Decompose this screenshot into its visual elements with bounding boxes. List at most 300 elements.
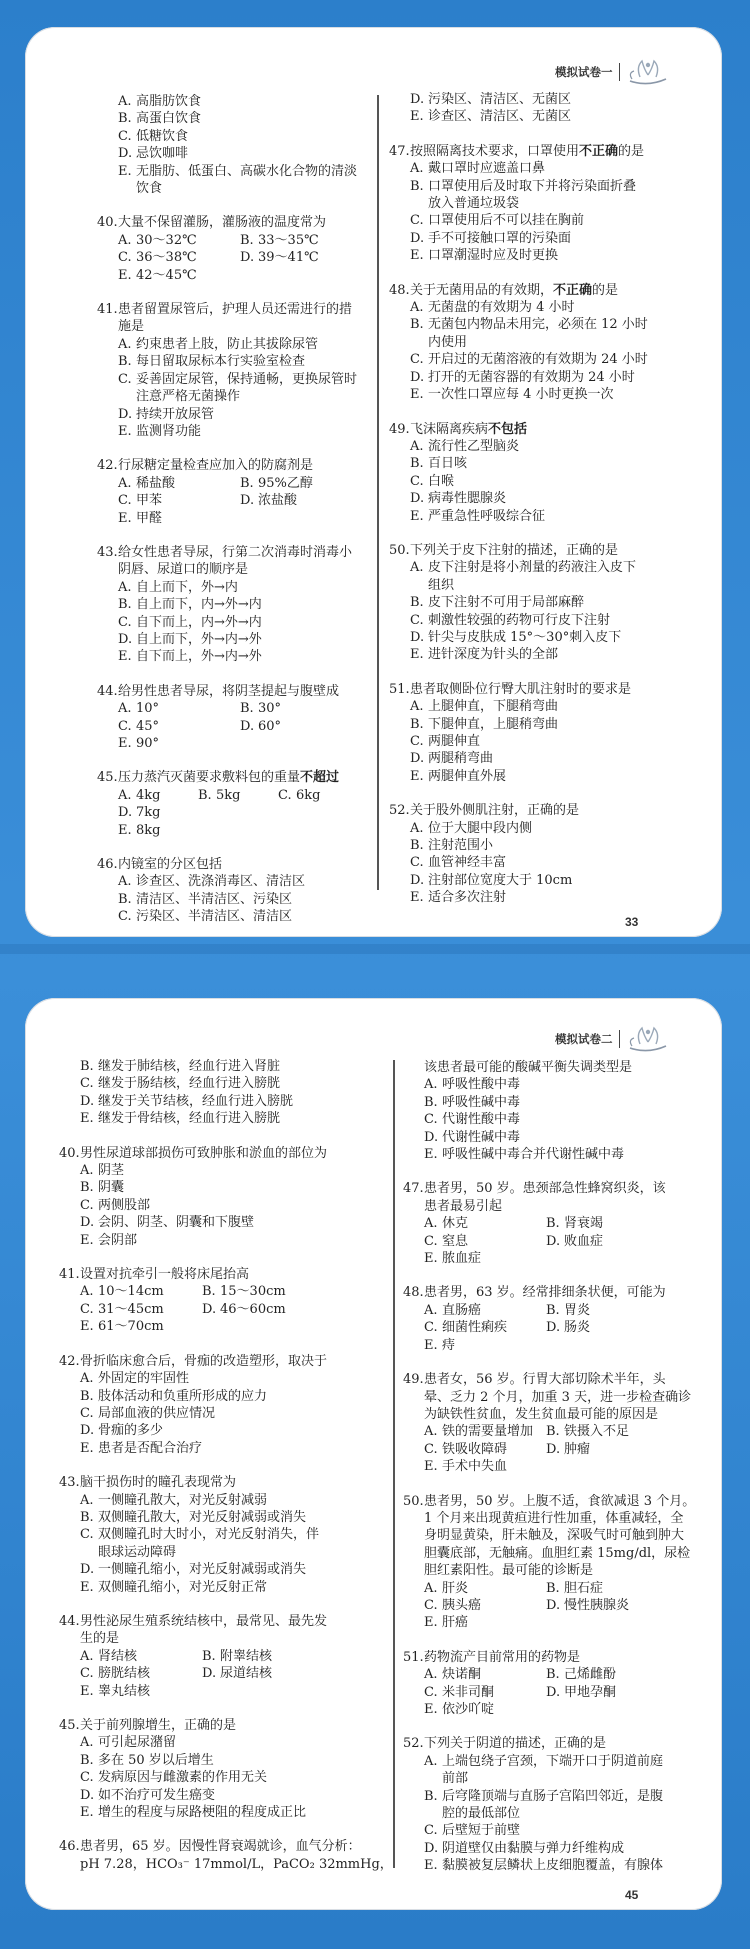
option-letter: E.	[118, 822, 132, 838]
option-text: 一次性口罩应每 4 小时更换一次	[428, 387, 614, 403]
answer-option	[80, 1752, 393, 1769]
option-letter: E.	[80, 1232, 94, 1248]
option-text: 46～60cm	[220, 1301, 286, 1317]
option-text: 自上而下，外→内	[136, 579, 238, 595]
option-text: 无菌盘的有效期为 4 小时	[428, 300, 575, 316]
option-letter: C.	[424, 1112, 438, 1128]
option-text: 阴茎	[98, 1163, 125, 1179]
option-text: 患者是否配合治疗	[98, 1440, 203, 1456]
option-letter: E.	[118, 510, 132, 526]
option-text: 口罩使用后不可以挂在胸前	[428, 213, 585, 229]
answer-option	[278, 787, 358, 804]
answer-option	[118, 163, 362, 198]
option-text: 外固定的牢固性	[98, 1371, 190, 1387]
option-text: 阴道壁仅由黏膜与弹力纤维构成	[442, 1840, 625, 1856]
option-text: 高脂肪饮食	[136, 94, 202, 109]
question-block	[59, 1838, 393, 1873]
option-letter: A.	[424, 1580, 438, 1596]
option-letter: D.	[546, 1597, 561, 1613]
answer-option	[118, 406, 362, 423]
option-letter: E.	[118, 267, 132, 283]
options-list	[59, 1370, 393, 1457]
option-text: 一侧瞳孔缩小，对光反射减弱或消失	[98, 1562, 307, 1578]
stem-text: 的是	[618, 143, 645, 159]
answer-option	[424, 1215, 546, 1232]
answer-option	[546, 1441, 668, 1458]
option-text: 10～14cm	[98, 1284, 164, 1300]
question-stem	[389, 282, 648, 299]
option-text: 下腿伸直，上腿稍弯曲	[428, 716, 559, 732]
options-list	[59, 1648, 393, 1700]
answer-option	[424, 1753, 695, 1788]
option-text: 两腿伸直	[428, 734, 481, 749]
question-number: 45.	[59, 1718, 80, 1733]
question-block	[389, 282, 648, 404]
answer-option	[424, 1146, 695, 1163]
question-stem	[59, 1717, 393, 1734]
option-text: 百日咳	[428, 456, 468, 472]
option-letter: C.	[424, 1823, 438, 1839]
stem-text: 内镜室的分区包括	[118, 857, 223, 873]
option-text: 上端包绕子宫颈，下端开口于阴道前庭 前部	[442, 1753, 664, 1787]
option-letter: A.	[80, 1648, 94, 1664]
option-letter: A.	[410, 161, 424, 177]
stem-emphasis: 不正确	[579, 143, 619, 159]
question-block	[59, 1145, 393, 1249]
option-letter: D.	[118, 406, 133, 422]
option-letter: B.	[546, 1302, 560, 1318]
question-block	[403, 1371, 695, 1475]
option-text: 黏膜被复层鳞状上皮细胞覆盖，有腺体	[442, 1858, 664, 1874]
option-text: 呼吸性酸中毒	[442, 1077, 521, 1093]
answer-option	[118, 700, 240, 717]
option-text: 污染区、清洁区、无菌区	[428, 92, 572, 107]
option-text: 监测肾功能	[136, 423, 202, 439]
option-text: 会阴、阴茎、阴囊和下腹壁	[98, 1215, 255, 1231]
question-block	[403, 1284, 695, 1354]
options-list	[389, 160, 648, 264]
answer-option	[240, 492, 362, 509]
options-list	[403, 1076, 695, 1163]
answer-option	[118, 492, 240, 509]
option-letter: E.	[410, 768, 424, 784]
answer-option	[410, 160, 648, 177]
options-list	[389, 91, 648, 126]
option-text: 戴口罩时应遮盖口鼻	[428, 161, 546, 177]
option-letter: D.	[410, 491, 425, 507]
question-stem	[97, 769, 362, 786]
answer-option	[424, 1840, 695, 1857]
question-number: 50.	[403, 1493, 424, 1509]
option-text: 败血症	[564, 1233, 604, 1249]
stem-text: 男性尿道球部损伤可致肿胀和淤血的部位为	[80, 1145, 328, 1161]
answer-option	[424, 1788, 695, 1823]
option-letter: C.	[410, 734, 424, 749]
options-list	[403, 1753, 695, 1875]
question-number: 41.	[97, 302, 118, 318]
option-text: 33～35℃	[258, 232, 319, 248]
stem-text: 给男性患者导尿，将阴茎提起与腹壁成	[118, 683, 340, 699]
header-divider	[619, 63, 621, 81]
option-text: 肾衰竭	[564, 1216, 604, 1232]
answer-option	[118, 735, 362, 752]
option-text: 可引起尿潴留	[98, 1735, 177, 1751]
answer-option	[80, 1787, 393, 1804]
option-letter: D.	[546, 1320, 561, 1336]
answer-option	[424, 1233, 546, 1250]
answer-option	[410, 837, 648, 854]
options-list	[59, 1283, 393, 1335]
option-letter: D.	[424, 1840, 439, 1856]
answer-option	[80, 1197, 393, 1214]
options-list	[97, 475, 362, 527]
question-stem	[389, 143, 648, 160]
option-text: 浓盐酸	[258, 493, 298, 509]
question-stem	[389, 542, 648, 559]
option-letter: B.	[80, 1752, 94, 1768]
question-block	[389, 143, 648, 265]
answer-option	[410, 91, 648, 108]
option-text: 脓血症	[442, 1251, 482, 1267]
answer-option	[410, 854, 648, 871]
option-letter: E.	[424, 1858, 438, 1874]
answer-option	[424, 1614, 668, 1631]
question-number: 52.	[403, 1736, 424, 1752]
option-letter: C.	[80, 1301, 94, 1317]
stem-text: 下列关于皮下注射的描述，正确的是	[410, 542, 619, 558]
question-stem	[59, 1838, 393, 1873]
option-letter: D.	[240, 718, 255, 734]
option-text: 皮下注射是将小剂量的药液注入皮下 组织	[428, 560, 637, 593]
answer-option	[118, 648, 362, 665]
option-letter: D.	[410, 751, 425, 767]
question-stem	[59, 1145, 393, 1162]
question-block	[97, 214, 362, 284]
question-continuation	[403, 1059, 695, 1163]
option-text: 开启过的无菌溶液的有效期为 24 小时	[428, 352, 648, 368]
answer-option	[80, 1318, 324, 1335]
stem-text: 行尿糖定量检查应加入的防腐剂是	[118, 458, 314, 474]
option-text: 双侧瞳孔时大时小，对光反射消失，伴 眼球运动障碍	[98, 1527, 320, 1560]
option-text: 继发于肺结核，经血行进入肾脏	[98, 1059, 281, 1074]
answer-option	[80, 1093, 393, 1110]
answer-option	[546, 1302, 668, 1319]
option-letter: D.	[410, 629, 425, 645]
option-text: 后壁短于前壁	[442, 1823, 521, 1839]
option-letter: C.	[118, 493, 132, 509]
option-letter: A.	[80, 1284, 94, 1300]
option-text: 甲醛	[136, 510, 163, 526]
option-letter: D.	[202, 1666, 217, 1682]
answer-option	[546, 1423, 668, 1440]
question-stem	[403, 1059, 695, 1076]
options-list	[403, 1302, 695, 1354]
option-text: 污染区、半清洁区、清洁区	[136, 909, 293, 925]
left-column	[59, 1058, 393, 1890]
question-number: 48.	[403, 1285, 424, 1301]
question-stem	[403, 1493, 695, 1580]
option-letter: D.	[410, 369, 425, 385]
right-column	[389, 91, 648, 924]
stem-text: 患者男，63 岁。经常排细条状便，可能为	[424, 1285, 666, 1301]
answer-option	[118, 128, 362, 145]
option-letter: A.	[80, 1735, 94, 1751]
option-letter: C.	[410, 473, 424, 489]
option-text: 4kg	[136, 787, 161, 803]
option-text: 尿道结核	[220, 1666, 273, 1682]
question-stem	[59, 1474, 393, 1491]
option-letter: B.	[118, 891, 132, 907]
options-list	[97, 700, 362, 752]
option-text: 31～45cm	[98, 1301, 164, 1317]
option-text: 95%乙醇	[258, 475, 313, 491]
question-stem	[59, 1353, 393, 1370]
options-list	[97, 93, 362, 197]
question-continuation	[389, 91, 648, 126]
answer-option	[410, 646, 648, 663]
option-text: 甲苯	[136, 493, 163, 509]
option-text: 流行性乙型脑炎	[428, 438, 520, 454]
stem-text: 药物流产目前常用的药物是	[424, 1649, 581, 1665]
option-letter: C.	[80, 1405, 94, 1421]
answer-option	[118, 336, 362, 353]
option-text: 肿瘤	[564, 1441, 591, 1457]
option-text: 阴囊	[98, 1180, 125, 1196]
option-letter: D.	[80, 1787, 95, 1803]
options-list	[389, 698, 648, 785]
option-text: 忌饮咖啡	[136, 146, 189, 162]
question-block	[59, 1474, 393, 1596]
answer-option	[546, 1684, 668, 1701]
option-text: 诊查区、清洁区、无菌区	[428, 109, 572, 125]
answer-option	[118, 353, 362, 370]
answer-option	[410, 594, 648, 611]
option-letter: D.	[80, 1093, 95, 1109]
question-number: 40.	[97, 215, 118, 231]
option-letter: B.	[80, 1388, 94, 1404]
option-text: 局部血液的供应情况	[98, 1405, 216, 1421]
option-letter: A.	[118, 475, 132, 491]
option-text: 继发于骨结核，经血行进入膀胱	[98, 1111, 281, 1127]
option-letter: B.	[546, 1667, 560, 1683]
page-33	[25, 27, 722, 937]
answer-option	[118, 614, 362, 631]
answer-option	[424, 1302, 546, 1319]
option-text: 8kg	[136, 822, 161, 838]
answer-option	[546, 1233, 668, 1250]
answer-option	[80, 1440, 393, 1457]
option-text: 61～70cm	[98, 1319, 164, 1335]
option-text: 每日留取尿标本行实验室检查	[136, 354, 306, 370]
answer-option	[424, 1857, 695, 1874]
answer-option	[410, 316, 648, 351]
option-letter: C.	[424, 1441, 438, 1457]
answer-option	[424, 1319, 546, 1336]
stem-text: 按照隔离技术要求，口罩使用	[410, 143, 580, 159]
answer-option	[424, 1580, 546, 1597]
option-text: 15～30cm	[220, 1284, 286, 1300]
answer-option	[410, 768, 648, 785]
option-text: 10°	[136, 701, 160, 717]
question-block	[59, 1717, 393, 1821]
option-text: 铁的需要量增加	[442, 1424, 534, 1440]
options-list	[389, 820, 648, 907]
option-letter: D.	[410, 92, 425, 107]
answer-option	[80, 1648, 202, 1665]
option-text: 病毒性腮腺炎	[428, 491, 507, 507]
option-letter: A.	[118, 579, 132, 595]
options-list	[403, 1666, 695, 1718]
option-text: 刺激性较强的药物可行皮下注射	[428, 612, 611, 628]
option-letter: D.	[424, 1129, 439, 1145]
question-block	[389, 542, 648, 664]
answer-option	[410, 455, 648, 472]
option-text: 稀盐酸	[136, 475, 176, 491]
question-stem	[389, 421, 648, 438]
option-letter: B.	[546, 1424, 560, 1440]
answer-option	[80, 1162, 393, 1179]
options-list	[97, 579, 362, 666]
option-letter: E.	[80, 1111, 94, 1127]
option-letter: B.	[118, 597, 132, 613]
option-letter: D.	[546, 1684, 561, 1700]
question-number: 48.	[389, 282, 410, 298]
question-number: 47.	[389, 143, 410, 159]
option-text: 打开的无菌容器的有效期为 24 小时	[428, 369, 635, 385]
option-letter: B.	[240, 475, 254, 491]
answer-option	[410, 212, 648, 229]
option-text: 肝炎	[442, 1580, 469, 1596]
question-block	[97, 457, 362, 527]
stem-emphasis: 不超过	[300, 770, 340, 786]
option-letter: C.	[424, 1233, 438, 1249]
question-number: 49.	[389, 421, 410, 437]
option-text: 代谢性碱中毒	[442, 1129, 521, 1145]
stem-text: 患者男，50 岁。患颈部急性蜂窝织炎，该 患者最易引起	[424, 1181, 666, 1214]
stem-text: 飞沫隔离疾病	[410, 421, 489, 437]
option-letter: E.	[410, 387, 424, 403]
option-letter: B.	[410, 178, 424, 194]
question-block	[97, 301, 362, 440]
option-letter: D.	[410, 872, 425, 888]
question-number: 51.	[389, 681, 410, 697]
option-letter: C.	[118, 250, 132, 266]
answer-option	[240, 232, 362, 249]
option-text: 适合多次注射	[428, 890, 507, 906]
answer-option	[80, 1683, 324, 1700]
answer-option	[118, 475, 240, 492]
options-list	[389, 299, 648, 403]
option-letter: E.	[410, 508, 424, 524]
answer-option	[410, 820, 648, 837]
options-list	[59, 1162, 393, 1249]
option-text: 痔	[442, 1337, 456, 1353]
option-letter: A.	[118, 701, 132, 717]
option-letter: C.	[80, 1770, 94, 1786]
option-text: 自上而下，内→外→内	[136, 597, 262, 613]
question-number: 50.	[389, 542, 410, 558]
answer-option	[546, 1319, 668, 1336]
option-text: 清洁区、半清洁区、污染区	[136, 891, 293, 907]
option-letter: B.	[202, 1648, 216, 1664]
answer-option	[118, 822, 358, 839]
answer-option	[546, 1215, 668, 1232]
question-stem	[97, 301, 362, 336]
option-text: 代谢性酸中毒	[442, 1112, 521, 1128]
option-letter: B.	[410, 716, 424, 732]
answer-option	[80, 1110, 393, 1127]
option-text: 口罩潮湿时应及时更换	[428, 248, 559, 264]
option-text: 妥善固定尿管，保持通畅，更换尿管时 注意严格无菌操作	[136, 371, 358, 405]
option-letter: E.	[424, 1147, 438, 1163]
option-text: 肠炎	[564, 1320, 591, 1336]
answer-option	[202, 1665, 324, 1682]
options-list	[97, 336, 362, 440]
question-number: 47.	[403, 1181, 424, 1197]
option-letter: D.	[80, 1215, 95, 1231]
option-letter: D.	[118, 631, 133, 647]
option-text: 呼吸性碱中毒合并代谢性碱中毒	[442, 1147, 625, 1163]
column-divider	[377, 95, 379, 890]
stem-text: 患者男，50 岁。上腹不适，食欲减退 3 个月。 1 个月来出现黄疸进行性加重，体重减轻，全 身明显黄染，肝未触及，深吸气时可触到肿大 胆囊底部，无触痛。血胆红素 15mg/dl，尿检 胆红素阳性。最可能的诊断是	[424, 1493, 696, 1579]
option-letter: E.	[410, 109, 424, 125]
option-text: 胃炎	[564, 1302, 591, 1318]
answer-option	[118, 891, 362, 908]
answer-option	[410, 750, 648, 767]
question-block	[389, 802, 648, 906]
answer-option	[546, 1666, 668, 1683]
option-text: 60°	[258, 718, 282, 734]
option-text: 持续开放尿管	[136, 406, 215, 422]
option-letter: C.	[118, 718, 132, 734]
options-list	[403, 1215, 695, 1267]
options-list	[59, 1058, 393, 1128]
option-text: 睾丸结核	[98, 1683, 151, 1699]
question-block	[97, 769, 362, 839]
answer-option	[118, 510, 362, 527]
option-text: 如不治疗可发生癌变	[98, 1787, 216, 1803]
question-block	[59, 1353, 393, 1457]
option-text: 增生的程度与尿路梗阻的程度成正比	[98, 1805, 307, 1821]
page-number: 45	[625, 1888, 639, 1902]
answer-option	[118, 579, 362, 596]
answer-option	[80, 1492, 393, 1509]
option-letter: A.	[424, 1077, 438, 1093]
option-text: 发病原因与雌激素的作用无关	[98, 1770, 268, 1786]
answer-option	[424, 1441, 546, 1458]
option-letter: D.	[240, 493, 255, 509]
option-letter: A.	[424, 1216, 438, 1232]
option-text: 无脂肪、低蛋白、高碳水化合物的清淡 饮食	[136, 163, 358, 197]
answer-option	[424, 1822, 695, 1839]
answer-option	[546, 1580, 668, 1597]
option-letter: E.	[410, 647, 424, 663]
option-text: 铁摄入不足	[564, 1424, 630, 1440]
stem-text: 男性泌尿生殖系统结核中，最常见、最先发 生的是	[80, 1613, 328, 1647]
question-stem	[97, 544, 362, 579]
option-letter: A.	[410, 560, 424, 576]
option-text: 肾结核	[98, 1648, 138, 1664]
option-text: 30°	[258, 701, 282, 717]
answer-option	[410, 490, 648, 507]
stem-text: 关于股外侧肌注射，正确的是	[410, 803, 580, 819]
option-letter: B.	[424, 1094, 438, 1110]
option-text: 7kg	[136, 805, 161, 821]
option-text: 白喉	[428, 473, 455, 489]
question-stem	[403, 1284, 695, 1301]
options-list	[403, 1423, 695, 1475]
option-letter: B.	[424, 1788, 438, 1804]
